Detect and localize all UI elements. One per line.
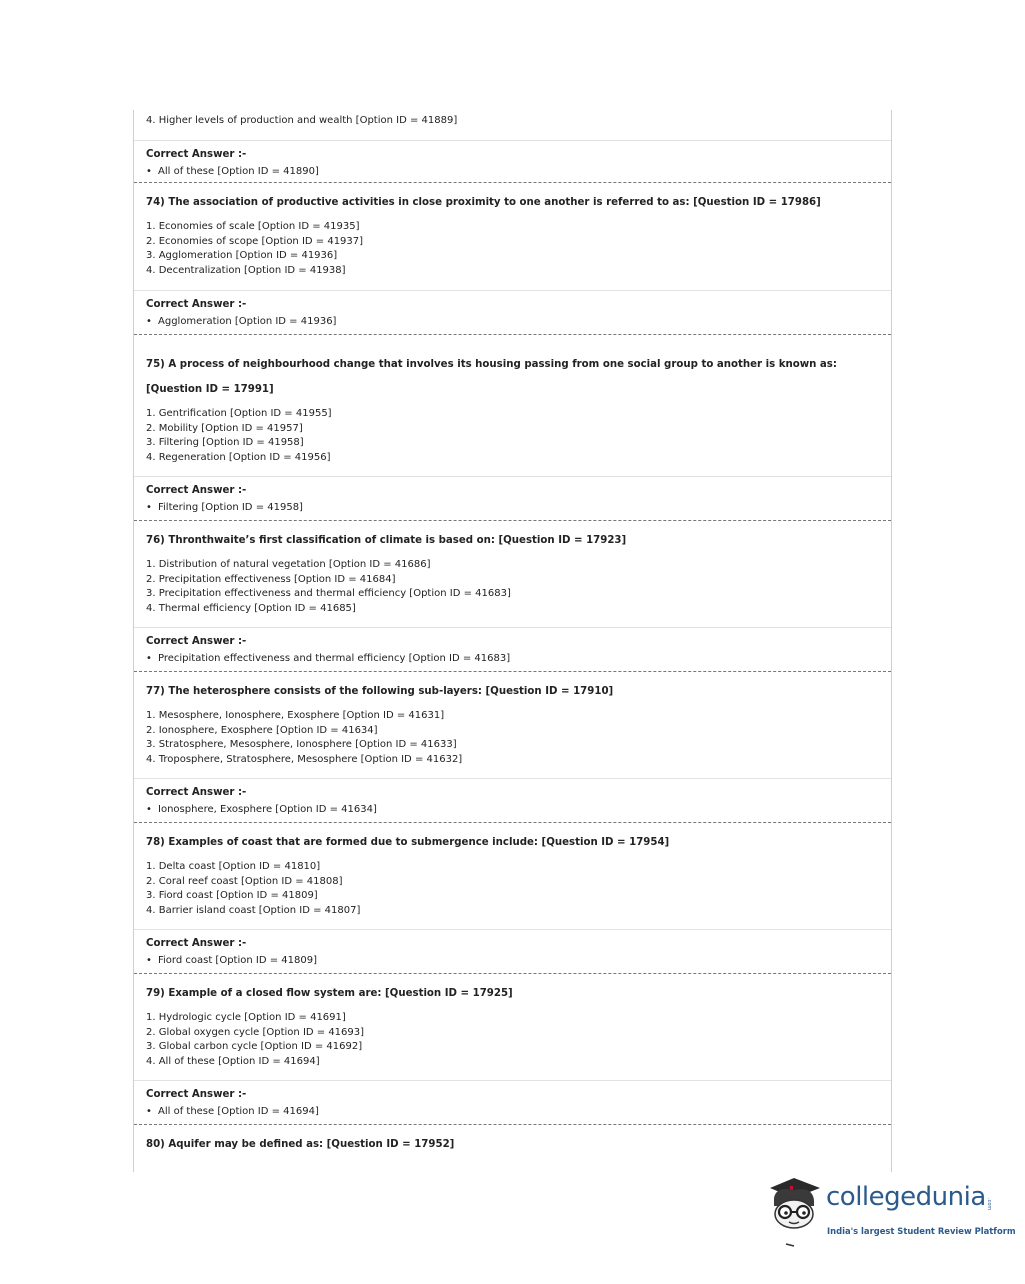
answer-77 xyxy=(134,779,891,823)
mascot-icon xyxy=(764,1176,824,1250)
correct-answer-label: Correct Answer :- xyxy=(146,1089,247,1100)
option-line: 4. All of these [Option ID = 41694] xyxy=(146,1055,320,1067)
question-title: 77) The heterosphere consists of the following sub-layers: [Question ID = 17910] xyxy=(146,686,614,697)
question-id: [Question ID = 17991] xyxy=(146,384,274,395)
option-line: 4. Decentralization [Option ID = 41938] xyxy=(146,264,346,276)
question-80 xyxy=(134,1125,891,1152)
option-line: 1. Delta coast [Option ID = 41810] xyxy=(146,861,321,872)
option-line: 1. Mesosphere, Ionosphere, Exosphere [Option ID = 41631] xyxy=(146,710,445,721)
correct-answer-value: • All of these [Option ID = 41890] xyxy=(146,166,319,177)
question-title: 76) Thronthwaite’s first classification of climate is based on: [Question ID = 17923] xyxy=(146,535,627,546)
question-74 xyxy=(134,183,891,291)
logo-com: .com xyxy=(986,1198,992,1211)
option-line: 1. Hydrologic cycle [Option ID = 41691] xyxy=(146,1012,346,1023)
question-title: 79) Example of a closed flow system are: [Question ID = 17925] xyxy=(146,988,513,999)
option-line: 3. Precipitation effectiveness and thermal efficiency [Option ID = 41683] xyxy=(146,588,511,600)
question-title: 78) Examples of coast that are formed due to submergence include: [Question ID = 17954] xyxy=(146,837,670,848)
correct-answer-value: • Precipitation effectiveness and thermal efficiency [Option ID = 41683] xyxy=(146,653,511,664)
option-line: 4. Troposphere, Stratosphere, Mesosphere [Option ID = 41632] xyxy=(146,753,463,765)
logo-wordmark: collegedunia xyxy=(826,1182,986,1212)
answer-74 xyxy=(134,291,891,335)
bullet-icon: • xyxy=(146,804,152,815)
question-title: 80) Aquifer may be defined as: [Question ID = 17952] xyxy=(146,1139,455,1150)
option-line: 3. Fiord coast [Option ID = 41809] xyxy=(146,890,318,902)
question-sheet xyxy=(133,110,892,1172)
question-title: 74) The association of productive activities in close proximity to one another is referred to as: [Question ID = 17986] xyxy=(146,197,821,208)
option-line: 1. Distribution of natural vegetation [Option ID = 41686] xyxy=(146,559,431,570)
logo-tagline: India's largest Student Review Platform xyxy=(827,1226,1016,1236)
answer-78 xyxy=(134,930,891,974)
question-75 xyxy=(134,335,891,477)
answer-75 xyxy=(134,477,891,521)
question-76 xyxy=(134,521,891,628)
option-line: 1. Gentrification [Option ID = 41955] xyxy=(146,408,332,419)
option-line: 4. Barrier island coast [Option ID = 41807] xyxy=(146,904,361,916)
question-78 xyxy=(134,823,891,930)
option-line: 3. Global carbon cycle [Option ID = 41692] xyxy=(146,1041,363,1053)
option-line: 2. Global oxygen cycle [Option ID = 41693] xyxy=(146,1026,365,1038)
correct-answer-label: Correct Answer :- xyxy=(146,938,247,949)
option-line: 3. Agglomeration [Option ID = 41936] xyxy=(146,250,338,262)
correct-answer-label: Correct Answer :- xyxy=(146,636,247,647)
question-77 xyxy=(134,672,891,779)
correct-answer-label: Correct Answer :- xyxy=(146,149,247,160)
correct-answer-label: Correct Answer :- xyxy=(146,299,247,310)
bullet-icon: • xyxy=(146,166,152,177)
bullet-icon: • xyxy=(146,955,152,966)
q73-answer xyxy=(134,141,891,183)
option-line: 4. Regeneration [Option ID = 41956] xyxy=(146,451,331,463)
option-line: 2. Ionosphere, Exosphere [Option ID = 41634] xyxy=(146,724,378,736)
bullet-icon: • xyxy=(146,653,152,664)
bullet-icon: • xyxy=(146,1106,152,1117)
question-title: 75) A process of neighbourhood change that involves its housing passing from one social group to another is known as: xyxy=(146,359,837,370)
option-line: 4. Thermal efficiency [Option ID = 41685] xyxy=(146,602,356,614)
correct-answer-label: Correct Answer :- xyxy=(146,787,247,798)
option-line: 1. Economies of scale [Option ID = 41935] xyxy=(146,221,360,232)
question-79 xyxy=(134,974,891,1081)
option-line: 2. Mobility [Option ID = 41957] xyxy=(146,422,303,434)
correct-answer-value: • Filtering [Option ID = 41958] xyxy=(146,502,303,513)
option-line: 2. Economies of scope [Option ID = 41937] xyxy=(146,235,364,247)
collegedunia-logo xyxy=(764,1176,1016,1250)
option-line: 2. Coral reef coast [Option ID = 41808] xyxy=(146,875,343,887)
q73-options xyxy=(134,110,891,141)
correct-answer-value: • Agglomeration [Option ID = 41936] xyxy=(146,316,337,327)
option-line: 2. Precipitation effectiveness [Option ID = 41684] xyxy=(146,573,396,585)
answer-79 xyxy=(134,1081,891,1125)
correct-answer-value: • All of these [Option ID = 41694] xyxy=(146,1106,319,1117)
answer-76 xyxy=(134,628,891,672)
bullet-icon: • xyxy=(146,316,152,327)
option-line: 3. Stratosphere, Mesosphere, Ionosphere [Option ID = 41633] xyxy=(146,739,457,751)
correct-answer-label: Correct Answer :- xyxy=(146,485,247,496)
option-line: 4. Higher levels of production and wealth [Option ID = 41889] xyxy=(146,115,458,126)
correct-answer-value: • Fiord coast [Option ID = 41809] xyxy=(146,955,317,966)
option-line: 3. Filtering [Option ID = 41958] xyxy=(146,437,304,449)
bullet-icon: • xyxy=(146,502,152,513)
correct-answer-value: • Ionosphere, Exosphere [Option ID = 41634] xyxy=(146,804,377,815)
